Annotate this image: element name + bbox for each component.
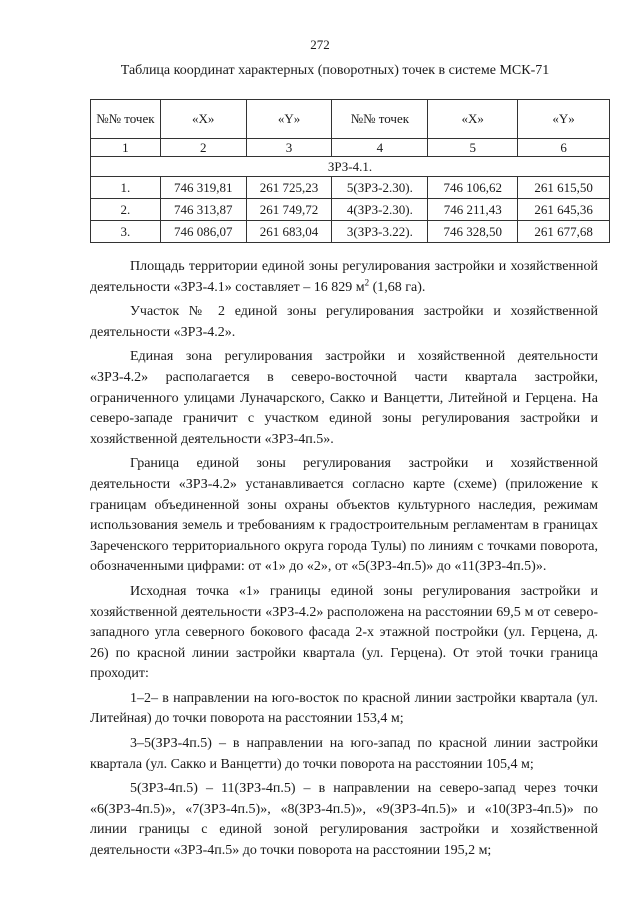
table-cell: 4(ЗРЗ-2.30). xyxy=(332,199,428,221)
table-cell: 261 683,04 xyxy=(246,221,332,243)
header-cell: «Y» xyxy=(246,100,332,139)
paragraph-area xyxy=(90,257,598,298)
paragraph-segment-1-2: 1–2– в направлении на юго-восток по красной линии застройки квартала (ул. Литейная) до точки поворота на расстоянии 153,4 м; xyxy=(90,690,598,727)
table-row xyxy=(91,199,610,221)
table-header-row xyxy=(91,100,610,139)
coordinates-table xyxy=(90,99,610,243)
table-cell: 746 086,07 xyxy=(160,221,246,243)
column-number: 1 xyxy=(91,139,161,157)
table-cell: 746 319,81 xyxy=(160,177,246,199)
header-cell: «X» xyxy=(428,100,518,139)
table-caption: Таблица координат характерных (поворотных) точек в системе МСК-71 xyxy=(120,63,550,78)
area-text: Площадь территории единой зоны регулирования застройки и хозяйственной деятельности «ЗРЗ-4.1» составляет – 16 829 м xyxy=(90,259,598,295)
table-row xyxy=(91,177,610,199)
paragraph-section-title: Участок № 2 единой зоны регулирования застройки и хозяйственной деятельности «ЗРЗ-4.2». xyxy=(90,304,598,340)
paragraph-boundary: Граница единой зоны регулирования застройки и хозяйственной деятельности «ЗРЗ-4.2» устанавливается согласно карте (схеме) (приложение к границам объединенной зоны охраны объектов культурного наследия, режимам использования земель и требованиям к градостроительным регламентам в границах Зареченского территориального округа города Тулы) по линиям с точками поворота, обозначенными цифрами: от «1» до «2», от «5(ЗРЗ-4п.5)» до «11(ЗРЗ-4п.5)». xyxy=(90,456,598,575)
area-unit-superscript: 2 xyxy=(364,276,370,287)
table-cell: 2. xyxy=(91,199,161,221)
column-number: 2 xyxy=(160,139,246,157)
header-cell: №№ точек xyxy=(332,100,428,139)
page-number: 272 xyxy=(310,37,330,52)
table-cell: 261 677,68 xyxy=(518,221,610,243)
table-cell: 261 725,23 xyxy=(246,177,332,199)
table-cell: 1. xyxy=(91,177,161,199)
paragraph-segment-3-5: 3–5(ЗРЗ-4п.5) – в направлении на юго-запад по красной линии застройки квартала (ул. Сакко и Ванцетти) до точки поворота на расстоянии 105,4 м; xyxy=(90,736,598,772)
table-cell: 3. xyxy=(91,221,161,243)
area-text-end: (1,68 га). xyxy=(369,279,426,295)
paragraph-start-point: Исходная точка «1» границы единой зоны регулирования застройки и хозяйственной деятельности «ЗРЗ-4.2» расположена на расстоянии 69,5 м от северо-западного угла северного бокового фасада 2-х этажной постройки (ул. Герцена, д. 26) по красной линии застройки квартала (ул. Герцена). От этой точки граница проходит: xyxy=(90,583,598,682)
table-cell: 261 615,50 xyxy=(518,177,610,199)
column-number-row xyxy=(91,139,610,157)
column-number: 6 xyxy=(518,139,610,157)
table-cell: 746 328,50 xyxy=(428,221,518,243)
table-cell: 3(ЗРЗ-3.22). xyxy=(332,221,428,243)
column-number: 4 xyxy=(332,139,428,157)
zone-label: ЗРЗ-4.1. xyxy=(91,157,610,177)
table-cell: 746 313,87 xyxy=(160,199,246,221)
paragraph-segment-5-11: 5(ЗРЗ-4п.5) – 11(ЗРЗ-4п.5) – в направлении на северо-запад через точки «6(ЗРЗ-4п.5)», «7(ЗРЗ-4п.5)», «8(ЗРЗ-4п.5)», «9(ЗРЗ-4п.5)» и «10(ЗРЗ-4п.5)» по линии границы с единой зоной регулирования застройки и хозяйственной деятельности «ЗРЗ-4п.5» до точки поворота на расстоянии 195,2 м; xyxy=(90,781,598,859)
body-text xyxy=(90,257,598,862)
header-cell: «Y» xyxy=(518,100,610,139)
header-cell: «X» xyxy=(160,100,246,139)
column-number: 3 xyxy=(246,139,332,157)
header-cell: №№ точек xyxy=(91,100,161,139)
table-row xyxy=(91,221,610,243)
zone-row xyxy=(91,157,610,177)
table-cell: 261 749,72 xyxy=(246,199,332,221)
table-cell: 261 645,36 xyxy=(518,199,610,221)
paragraph-location: Единая зона регулирования застройки и хозяйственной деятельности «ЗРЗ-4.2» располагается в северо-восточной части квартала застройки, ограниченного улицами Луначарского, Сакко и Ванцетти, Литейной и Герцена. На северо-западе граничит с участком единой зоны регулирования застройки и хозяйственной деятельности «ЗРЗ-4п.5». xyxy=(90,349,598,447)
column-number: 5 xyxy=(428,139,518,157)
table-cell: 746 211,43 xyxy=(428,199,518,221)
table-cell: 746 106,62 xyxy=(428,177,518,199)
table-cell: 5(ЗРЗ-2.30). xyxy=(332,177,428,199)
